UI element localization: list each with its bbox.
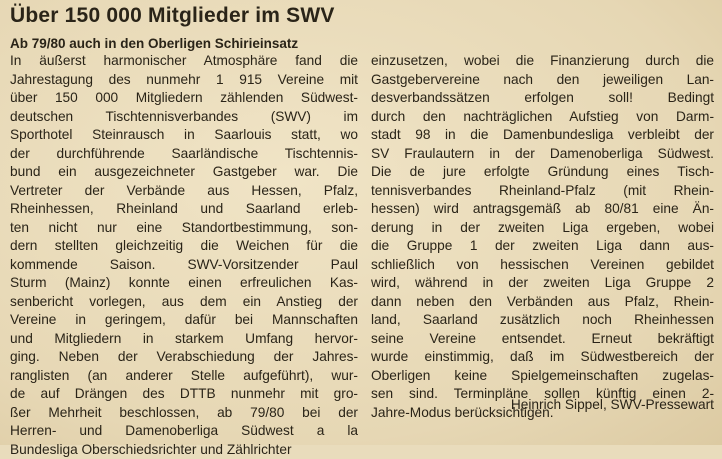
article-text-line: ranglisten (an anderer Stelle aufgeführt), wur- <box>10 367 358 386</box>
article-text-line: Bundesliga Oberschiedsrichter und Zählrichter <box>10 441 358 459</box>
article-signature: Heinrich Sippel, SWV-Pressewart <box>511 397 714 412</box>
article-text-line: wird, während in der zweiten Liga Gruppe 2 <box>371 274 714 293</box>
article-text-line: hessen) wird antragsgemäß ab 80/81 eine Än- <box>371 200 714 219</box>
article-text-line: Sporthotel Steinrausch in Saarlouis statt, wo <box>10 126 358 145</box>
article-text-line: seine Vereine entsendet. Erneut bekräftigt <box>371 330 714 349</box>
article-text-line: und Mitgliedern in starkem Umfang hervor- <box>10 330 358 349</box>
article-text-line: desverbandssätzen erfolgen soll! Bedingt <box>371 89 714 108</box>
article-subheadline: Ab 79/80 auch in den Oberligen Schirieinsatz <box>10 36 298 51</box>
article-text-line: ten nicht nur eine Standortbestimmung, son- <box>10 219 358 238</box>
article-text-line: bund ein ausgezeichneter Gastgeber war. Die <box>10 163 358 182</box>
article-column-left <box>10 52 358 459</box>
article-text-line: kommende Saison. SWV-Vorsitzender Paul <box>10 256 358 275</box>
article-column-right <box>371 52 714 422</box>
article-text-line: sen sind. Terminpläne sollen künftig einen 2- <box>371 385 714 404</box>
article-text-line: Gastgebervereine nach den jeweiligen Lan- <box>371 71 714 90</box>
article-text-line: Rheinhessen, Rheinland und Saarland erleb- <box>10 200 358 219</box>
article-text-line: dann neben den Verbänden aus Pfalz, Rhein- <box>371 293 714 312</box>
article-text-line: Vertreter der Verbände aus Hessen, Pfalz, <box>10 182 358 201</box>
article-text-line: wurde einstimmig, daß im Südwestbereich der <box>371 348 714 367</box>
article-text-line: Sturm (Mainz) konnte einen erfreulichen Kas- <box>10 274 358 293</box>
article-text-line: Jahrestagung des nunmehr 1 915 Vereine mit <box>10 71 358 90</box>
article-text-line: einzusetzen, wobei die Finanzierung durch die <box>371 52 714 71</box>
article-text-line: Herren- und Damenoberliga Südwest a la <box>10 422 358 441</box>
article-text-line: deutschen Tischtennisverbandes (SWV) im <box>10 108 358 127</box>
article-text-line: de auf Drängen des DTTB nunmehr mit gro- <box>10 385 358 404</box>
article-text-line: durch den nachträglichen Aufstieg von Darm- <box>371 108 714 127</box>
article-text-line: In äußerst harmonischer Atmosphäre fand die <box>10 52 358 71</box>
article-text-line: Vereine in geringem, dafür bei Mannschaften <box>10 311 358 330</box>
article-text-line: SV Fraulautern in der Damenoberliga Südwest. <box>371 145 714 164</box>
article-text-line: tennisverbandes Rheinland-Pfalz (mit Rhein- <box>371 182 714 201</box>
article-text-line: schließlich von hessischen Vereinen gebildet <box>371 256 714 275</box>
article-text-line: die Gruppe 1 der zweiten Liga dann aus- <box>371 237 714 256</box>
article-text-line: Oberligen keine Spielgemeinschaften zugelas- <box>371 367 714 386</box>
article-text-line: Die de jure erfolgte Gründung eines Tisch- <box>371 163 714 182</box>
article-text-line: Jahre-Modus berücksichtigen. <box>371 404 714 423</box>
article-text-line: ging. Neben der Verabschiedung der Jahres- <box>10 348 358 367</box>
article-text-line: dern stellten gleichzeitig die Weichen für die <box>10 237 358 256</box>
article-text-line: stadt 98 in die Damenbundesliga verbleibt der <box>371 126 714 145</box>
article-text-line: derung in der zweiten Liga ergeben, wobei <box>371 219 714 238</box>
article-text-line: ßer Mehrheit beschlossen, ab 79/80 bei der <box>10 404 358 423</box>
article-text-line: der durchführende Saarländische Tischtennis- <box>10 145 358 164</box>
article-text-line: senbericht vorlegen, aus dem ein Anstieg der <box>10 293 358 312</box>
article-text-line: über 150 000 Mitgliedern zählenden Südwest- <box>10 89 358 108</box>
article-text-line: land, Saarland zusätzlich noch Rheinhessen <box>371 311 714 330</box>
article-headline: Über 150 000 Mitglieder im SWV <box>10 4 335 28</box>
